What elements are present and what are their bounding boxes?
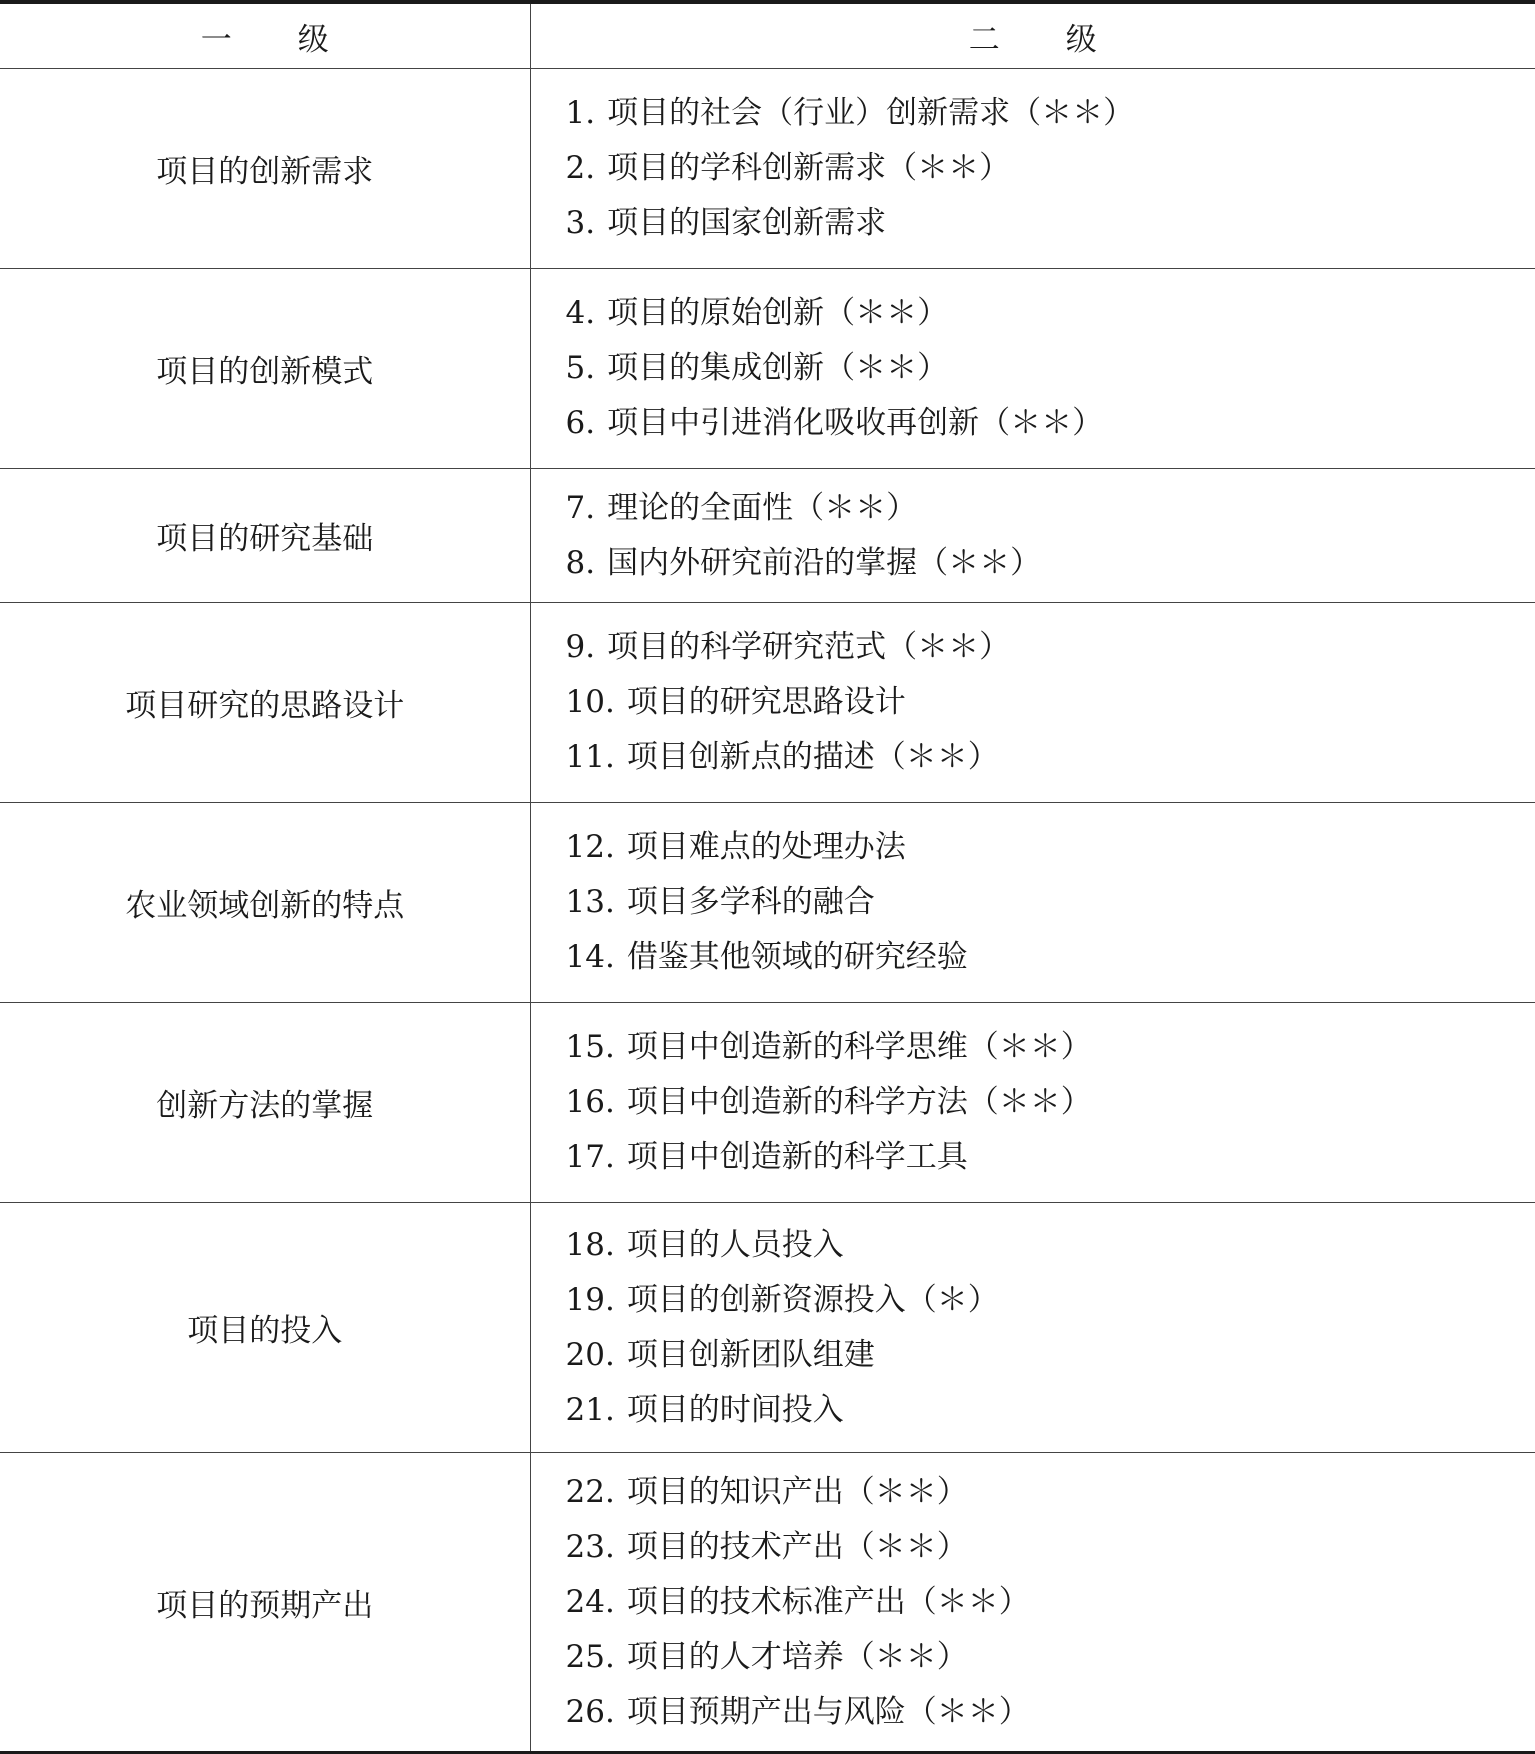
item-number: 12. <box>566 820 615 875</box>
list-item <box>566 1685 1535 1740</box>
list-item <box>566 141 1535 196</box>
list-item <box>566 341 1535 396</box>
item-number: 6. <box>566 396 596 451</box>
table-row <box>0 469 1535 603</box>
level1-label: 项目的投入 <box>187 1313 342 1349</box>
item-text: 项目的技术产出（＊＊） <box>627 1529 968 1565</box>
level2-cell <box>530 1203 1535 1453</box>
item-text: 项目的研究思路设计 <box>627 684 906 720</box>
item-number: 19. <box>566 1273 615 1328</box>
table-row <box>0 269 1535 469</box>
level2-cell <box>530 69 1535 269</box>
item-text: 项目的集成创新（＊＊） <box>607 350 948 386</box>
item-text: 项目的学科创新需求（＊＊） <box>607 150 1010 186</box>
table-header <box>0 2 1535 69</box>
level2-list <box>566 820 1535 985</box>
item-text: 项目中引进消化吸收再创新（＊＊） <box>607 405 1103 441</box>
level1-label: 创新方法的掌握 <box>156 1088 373 1124</box>
list-item <box>566 1520 1535 1575</box>
item-number: 2. <box>566 141 596 196</box>
level2-list <box>566 481 1535 591</box>
list-item <box>566 1328 1535 1383</box>
item-text: 项目中创造新的科学思维（＊＊） <box>627 1029 1092 1065</box>
header-level2 <box>530 2 1535 69</box>
header-level1-label: 一级 <box>135 22 395 58</box>
level2-cell <box>530 1453 1535 1753</box>
header-row <box>0 2 1535 69</box>
item-text: 项目难点的处理办法 <box>627 829 906 865</box>
item-number: 8. <box>566 536 596 591</box>
table-body <box>0 69 1535 1753</box>
list-item <box>566 196 1535 251</box>
item-number: 18. <box>566 1218 615 1273</box>
list-item <box>566 875 1535 930</box>
list-item <box>566 930 1535 985</box>
list-item <box>566 620 1535 675</box>
level2-cell <box>530 1003 1535 1203</box>
level1-label: 项目的创新模式 <box>156 354 373 390</box>
list-item <box>566 1383 1535 1438</box>
item-number: 14. <box>566 930 615 985</box>
item-number: 4. <box>566 286 596 341</box>
item-number: 10. <box>566 675 615 730</box>
item-text: 项目中创造新的科学工具 <box>627 1139 968 1175</box>
list-item <box>566 536 1535 591</box>
level1-cell <box>0 1453 530 1753</box>
item-text: 项目的社会（行业）创新需求（＊＊） <box>607 95 1134 131</box>
level2-list <box>566 1218 1535 1438</box>
table-row <box>0 69 1535 269</box>
item-number: 16. <box>566 1075 615 1130</box>
list-item <box>566 1630 1535 1685</box>
table-row <box>0 1003 1535 1203</box>
list-item <box>566 1020 1535 1075</box>
item-number: 7. <box>566 481 596 536</box>
level2-cell <box>530 603 1535 803</box>
table-row <box>0 803 1535 1003</box>
item-number: 26. <box>566 1685 615 1740</box>
item-text: 项目创新团队组建 <box>627 1337 875 1373</box>
level1-cell <box>0 469 530 603</box>
item-text: 项目的人员投入 <box>627 1227 844 1263</box>
item-text: 项目多学科的融合 <box>627 884 875 920</box>
level1-label: 农业领域创新的特点 <box>125 888 404 924</box>
level1-label: 项目的预期产出 <box>156 1588 373 1624</box>
level2-cell <box>530 269 1535 469</box>
item-number: 3. <box>566 196 596 251</box>
level1-label: 项目研究的思路设计 <box>125 688 404 724</box>
item-text: 项目预期产出与风险（＊＊） <box>627 1694 1030 1730</box>
item-number: 1. <box>566 86 596 141</box>
level2-list <box>566 620 1535 785</box>
item-number: 9. <box>566 620 596 675</box>
level1-cell <box>0 803 530 1003</box>
item-number: 24. <box>566 1575 615 1630</box>
item-number: 20. <box>566 1328 615 1383</box>
item-text: 理论的全面性（＊＊） <box>607 490 917 526</box>
level1-label: 项目的创新需求 <box>156 154 373 190</box>
item-text: 国内外研究前沿的掌握（＊＊） <box>607 545 1041 581</box>
item-number: 17. <box>566 1130 615 1185</box>
level2-list <box>566 1020 1535 1185</box>
header-level1 <box>0 2 530 69</box>
item-text: 项目的科学研究范式（＊＊） <box>607 629 1010 665</box>
list-item <box>566 86 1535 141</box>
item-number: 15. <box>566 1020 615 1075</box>
list-item <box>566 1130 1535 1185</box>
item-number: 11. <box>566 730 615 785</box>
table-row <box>0 1203 1535 1453</box>
list-item <box>566 1575 1535 1630</box>
item-number: 25. <box>566 1630 615 1685</box>
list-item <box>566 1465 1535 1520</box>
level2-list <box>566 286 1535 451</box>
item-number: 5. <box>566 341 596 396</box>
level2-cell <box>530 469 1535 603</box>
list-item <box>566 286 1535 341</box>
level1-cell <box>0 69 530 269</box>
item-number: 13. <box>566 875 615 930</box>
list-item <box>566 481 1535 536</box>
list-item <box>566 675 1535 730</box>
list-item <box>566 1075 1535 1130</box>
list-item <box>566 820 1535 875</box>
table-row <box>0 1453 1535 1753</box>
list-item <box>566 396 1535 451</box>
level2-cell <box>530 803 1535 1003</box>
level1-label: 项目的研究基础 <box>156 521 373 557</box>
level1-cell <box>0 269 530 469</box>
level1-cell <box>0 1203 530 1453</box>
item-text: 借鉴其他领域的研究经验 <box>627 939 968 975</box>
list-item <box>566 1273 1535 1328</box>
item-text: 项目的技术标准产出（＊＊） <box>627 1584 1030 1620</box>
list-item <box>566 730 1535 785</box>
item-text: 项目的创新资源投入（＊） <box>627 1282 999 1318</box>
item-text: 项目中创造新的科学方法（＊＊） <box>627 1084 1092 1120</box>
item-number: 22. <box>566 1465 615 1520</box>
level1-cell <box>0 1003 530 1203</box>
header-level2-label: 二级 <box>903 22 1163 58</box>
item-number: 21. <box>566 1383 615 1438</box>
level2-list <box>566 1465 1535 1740</box>
item-text: 项目的人才培养（＊＊） <box>627 1639 968 1675</box>
item-number: 23. <box>566 1520 615 1575</box>
item-text: 项目的原始创新（＊＊） <box>607 295 948 331</box>
level2-list <box>566 86 1535 251</box>
item-text: 项目的国家创新需求 <box>607 205 886 241</box>
list-item <box>566 1218 1535 1273</box>
table-row <box>0 603 1535 803</box>
item-text: 项目创新点的描述（＊＊） <box>627 739 999 775</box>
item-text: 项目的知识产出（＊＊） <box>627 1474 968 1510</box>
level1-cell <box>0 603 530 803</box>
item-text: 项目的时间投入 <box>627 1392 844 1428</box>
